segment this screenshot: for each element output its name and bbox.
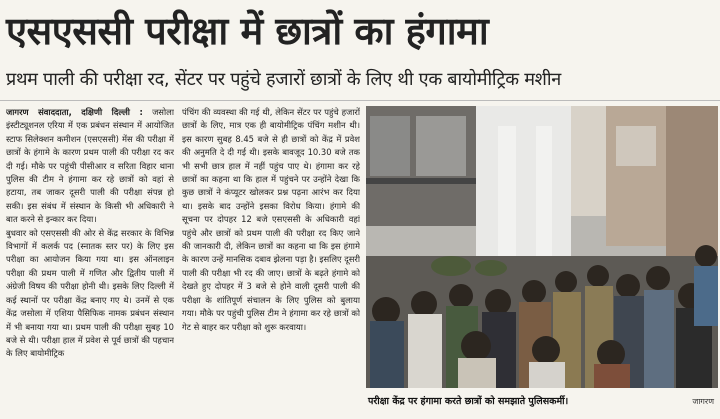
paragraph-text: जसोला इंस्टीट्यूशनल एरिया में एक प्रबंधन संस्थान में आयोजित स्टाफ सिलेक्शन कमीशन (एसएससी) मेंस की परीक्षा में छात्रों के हंगामे के कारण प्रथम पाली की परीक्षा रद कर दी गई। मौके पर पहुंची पीसीआर व सरिता विहार थाना पुलिस की टीम ने हंगामा कर रहे छात्रों को वहां से हटाया, तब जाकर दूसरी पाली की परीक्षा संपन्न हो सकी। इस संबंध में संस्थान के किसी भी अधिकारी ने बात करने से इन्कार कर दिया। xyxy=(6,107,174,225)
photo-caption xyxy=(366,390,718,414)
paragraph-text: पंचिंग की व्यवस्था की गई थी, लेकिन सेंटर पर पहुंचे हजारों छात्रों के लिए, मात्र एक ही बायोमीट्रिक पंचिंग मशीन थी। इस कारण सुबह 8.45 बजे से ही छात्रों को केंद्र में प्रवेश की अनुमति दे दी गई थी। इसके बावजूद 10.30 बजे तक भी सभी छात्र हाल में नहीं पहुंच पाए थे। हंगामा कर रहे छात्रों का कहना था कि हाल में पहुंचने पर उन्होंने देखा कि कुछ छात्रों ने कंप्यूटर खोलकर प्रश्न पढ़ना आरंभ कर दिया था। इसके बाद उन्होंने इसका विरोध किया। हंगामे की सूचना पर दोपहर 12 बजे एसएससी के अधिकारी वहां पहुंचे और छात्रों को प्रथम पाली की परीक्षा रद किए जाने की जानकारी दी, लेकिन छात्रों का कहना था कि इस हंगामे के कारण उन्हें मानसिक दबाव झेलना पड़ा है। इसलिए दूसरी पाली की परीक्षा भी रद की जाए। छात्रों के बढ़ते हंगामे को देखते हुए दोपहर में 3 बजे से होने वाली दूसरी पाली की परीक्षा के शांतिपूर्ण संचालन के लिए पुलिस को बुलाया गया। मौके पर पहुंची पुलिस टीम ने हंगामा कर रहे छात्रों को गेट से बाहर कर परीक्षा को शुरू करवाया। xyxy=(182,107,360,332)
subheadline: प्रथम पाली की परीक्षा रद, सेंटर पर पहुंचे हजारों छात्रों के लिए थी एक बायोमीट्रिक मशीन xyxy=(6,69,561,90)
news-photo xyxy=(366,106,718,388)
photo-credit: जागरण xyxy=(692,397,714,406)
headline: एसएससी परीक्षा में छात्रों का हंगामा xyxy=(6,9,489,53)
divider xyxy=(0,100,720,101)
article-column-2 xyxy=(182,106,360,416)
article-paragraph xyxy=(182,106,360,334)
article-paragraph xyxy=(6,227,174,361)
article-column-1 xyxy=(6,106,174,416)
photo-illustration xyxy=(366,106,718,388)
caption-text: परीक्षा केंद्र पर हंगामा करते छात्रों को समझाते पुलिसकर्मी। xyxy=(368,396,569,407)
paragraph-text: बुधवार को एसएससी की ओर से केंद्र सरकार के विभिन्न विभागों में कलर्क पद (स्नातक स्तर पर) के लिए इस परीक्षा का आयोजन किया गया था। इस ऑनलाइन परीक्षा की प्रथम पाली में गणित और द्वितीय पाली में अंग्रेजी विषय की परीक्षा होनी थी। इसके लिए दिल्ली में कई स्थानों पर परीक्षा केंद्र बनाए गए थे। उनमें से एक केंद्र जसोला में एशिया पैसिफिक नामक प्रबंधन संस्थान में भी बनाया गया था। प्रथम पाली की परीक्षा सुबह 10 बजे से थी। परीक्षा हाल में प्रवेश से पूर्व छात्रों की पहचान के लिए बायोमीट्रिक xyxy=(6,227,174,359)
dateline: जागरण संवाददाता, दक्षिणी दिल्ली : xyxy=(6,107,143,117)
article-paragraph xyxy=(6,106,174,227)
